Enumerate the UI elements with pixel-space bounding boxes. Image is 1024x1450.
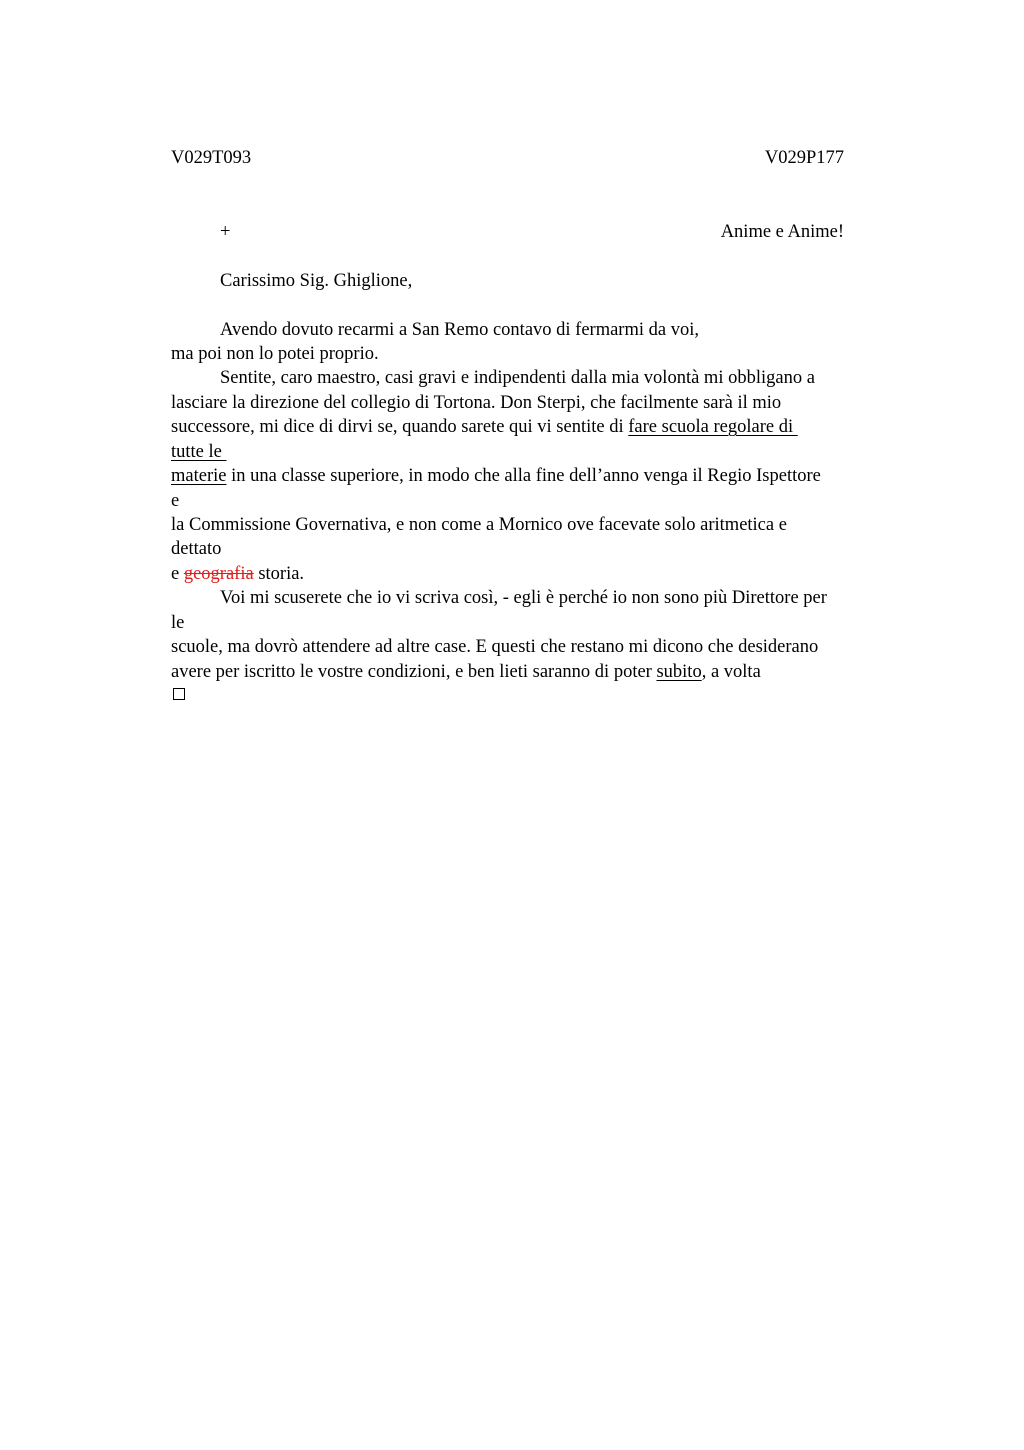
text-segment: in una classe superiore, in modo che alla fine dell’anno venga il Regio Ispettore: [226, 466, 821, 486]
motto: Anime e Anime!: [720, 222, 844, 242]
text-segment: avere per iscritto le vostre condizioni, e ben lieti saranno di poter: [171, 662, 657, 682]
underlined-text: materie: [171, 466, 227, 486]
text-segment: storia.: [253, 564, 305, 584]
text-line: [171, 562, 304, 586]
text-line: ma poi non lo potei proprio.: [171, 344, 379, 364]
text-line: e: [171, 491, 180, 511]
text-line: Avendo dovuto recarmi a San Remo contavo di fermarmi da voi,: [220, 320, 699, 340]
underlined-text: fare scuola regolare di: [628, 417, 798, 437]
text-line: lasciare la direzione del collegio di Tortona. Don Sterpi, che facilmente sarà il mio: [171, 393, 782, 413]
right-reference-code: V029P177: [764, 148, 844, 168]
text-segment: , a volta: [701, 662, 761, 682]
underlined-text: subito: [656, 662, 702, 682]
text-line: [171, 440, 226, 464]
underlined-text: tutte le: [171, 442, 227, 462]
text-segment: e: [171, 564, 184, 584]
deleted-text: geografia: [183, 564, 254, 584]
text-line: [171, 660, 761, 684]
text-line: dettato: [171, 539, 222, 559]
text-line: Voi mi scuserete che io vi scriva così, - egli è perché io non sono più Direttore per: [220, 588, 827, 608]
text-line: scuole, ma dovrò attendere ad altre case. E questi che restano mi dicono che desiderano: [171, 637, 819, 657]
text-line: le: [171, 613, 185, 633]
text-line: Sentite, caro maestro, casi gravi e indipendenti dalla mia volontà mi obbligano a: [220, 368, 815, 388]
left-reference-code: V029T093: [171, 148, 252, 168]
salutation: Carissimo Sig. Ghiglione,: [220, 271, 413, 291]
text-line: la Commissione Governativa, e non come a Mornico ove facevate solo aritmetica e: [171, 515, 787, 535]
text-segment: successore, mi dice di dirvi se, quando sarete qui vi sentite di: [171, 417, 629, 437]
text-line: [171, 415, 798, 439]
empty-square-icon: [173, 688, 185, 700]
cross-mark: +: [220, 222, 231, 242]
text-line: [171, 464, 821, 488]
